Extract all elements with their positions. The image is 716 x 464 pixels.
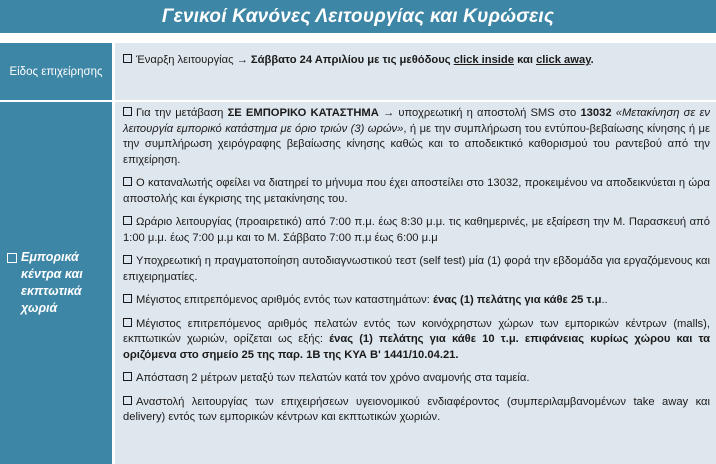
business-type-label: Είδος επιχείρησης <box>0 43 112 100</box>
rule-distance: Απόσταση 2 μέτρων μεταξύ των πελατών κατά τον χρόνο αναμονής στα ταμεία. <box>123 371 710 387</box>
checkbox-icon <box>123 372 132 381</box>
malls-row <box>0 102 716 464</box>
opening-rule: Έναρξη λειτουργίας → Σάββατο 24 Απριλίου με τις μεθόδους click inside και click away. <box>123 53 710 69</box>
malls-label: Εμπορικά κέντρα και εκπτωτικά χωριά <box>21 250 83 315</box>
page-title: Γενικοί Κανόνες Λειτουργίας και Κυρώσεις <box>0 0 716 33</box>
rule-opening-hours: Ωράριο λειτουργίας (προαιρετικό) από 7:00 π.μ. έως 8:30 μ.μ. τις καθημερινές, με εξαίρεση την Μ. Παρασκευή από 1:00 μ.μ. έως 7:00 μ.μ και το Μ. Σάββατο 7:00 π.μ έως 6:00 μ.μ <box>123 216 710 244</box>
malls-label-cell <box>0 102 112 464</box>
click-away-link: click away <box>536 54 591 66</box>
checkbox-icon <box>123 318 132 327</box>
rule-store-capacity: Μέγιστος επιτρεπόμενος αριθμός εντός των καταστημάτων: ένας (1) πελάτης για κάθε 25 τ.μ.. <box>123 293 710 309</box>
business-type-row <box>0 43 716 100</box>
checkbox-icon <box>123 177 132 186</box>
rule-food-suspension: Αναστολή λειτουργίας των επιχειρήσεων υγειονομικού ενδιαφέροντος (συμπεριλαμβανομένων take away και delivery) εντός των εμπορικών κέντρων και εκπτωτικών χωριών. <box>123 395 710 423</box>
checkbox-icon <box>123 54 132 63</box>
checkbox-icon <box>123 396 132 405</box>
checkbox-icon <box>7 253 17 263</box>
malls-rules <box>115 102 716 464</box>
business-type-content <box>115 43 716 100</box>
click-inside-link: click inside <box>453 54 514 66</box>
checkbox-icon <box>123 294 132 303</box>
checkbox-icon <box>123 107 132 116</box>
rule-mall-capacity: Μέγιστος επιτρεπόμενος αριθμός πελατών εντός των κοινόχρηστων χώρων των εμπορικών κέντρων (malls), εκπτωτικών χωριών, ορίζεται ως εξής: ένας (1) πελάτης για κάθε 10 τ.μ. επιφάνειας κυρίως χώρου και τα οριζόμενα στο σημείο 25 της παρ. 1Β της ΚΥΑ Β' 1441/10.04.21. <box>123 317 710 361</box>
rule-keep-message: Ο καταναλωτής οφείλει να διατηρεί το μήνυμα που έχει αποστείλει στο 13032, προκειμένου να αποδεικνύεται η ώρα αποστολής και έγκρισης της μετακίνησης του. <box>123 177 710 205</box>
checkbox-icon <box>123 255 132 264</box>
rule-sms: Για την μετάβαση ΣΕ ΕΜΠΟΡΙΚΟ ΚΑΤΑΣΤΗΜΑ → υποχρεωτική η αποστολή SMS στο 13032 «Μετακίνηση σε εν λειτουργία εμπορικό κατάστημα με όριο τριών (3) ωρών», ή με την συμπλήρωση του εντύπου-βεβαίωσης κίνησης ή με την συμπλήρωση χειρόγραφης βεβαίωσης κίνησης καθώς και το αποδεικτικό καθορισμού του ραντεβού από την επιχείρηση. <box>123 107 710 166</box>
checkbox-icon <box>123 216 132 225</box>
rule-self-test: Υποχρεωτική η πραγματοποίηση αυτοδιαγνωστικού τεστ (self test) μία (1) φορά την εβδομάδα για εργαζόμενους και επιχειρηματίες. <box>123 255 710 283</box>
